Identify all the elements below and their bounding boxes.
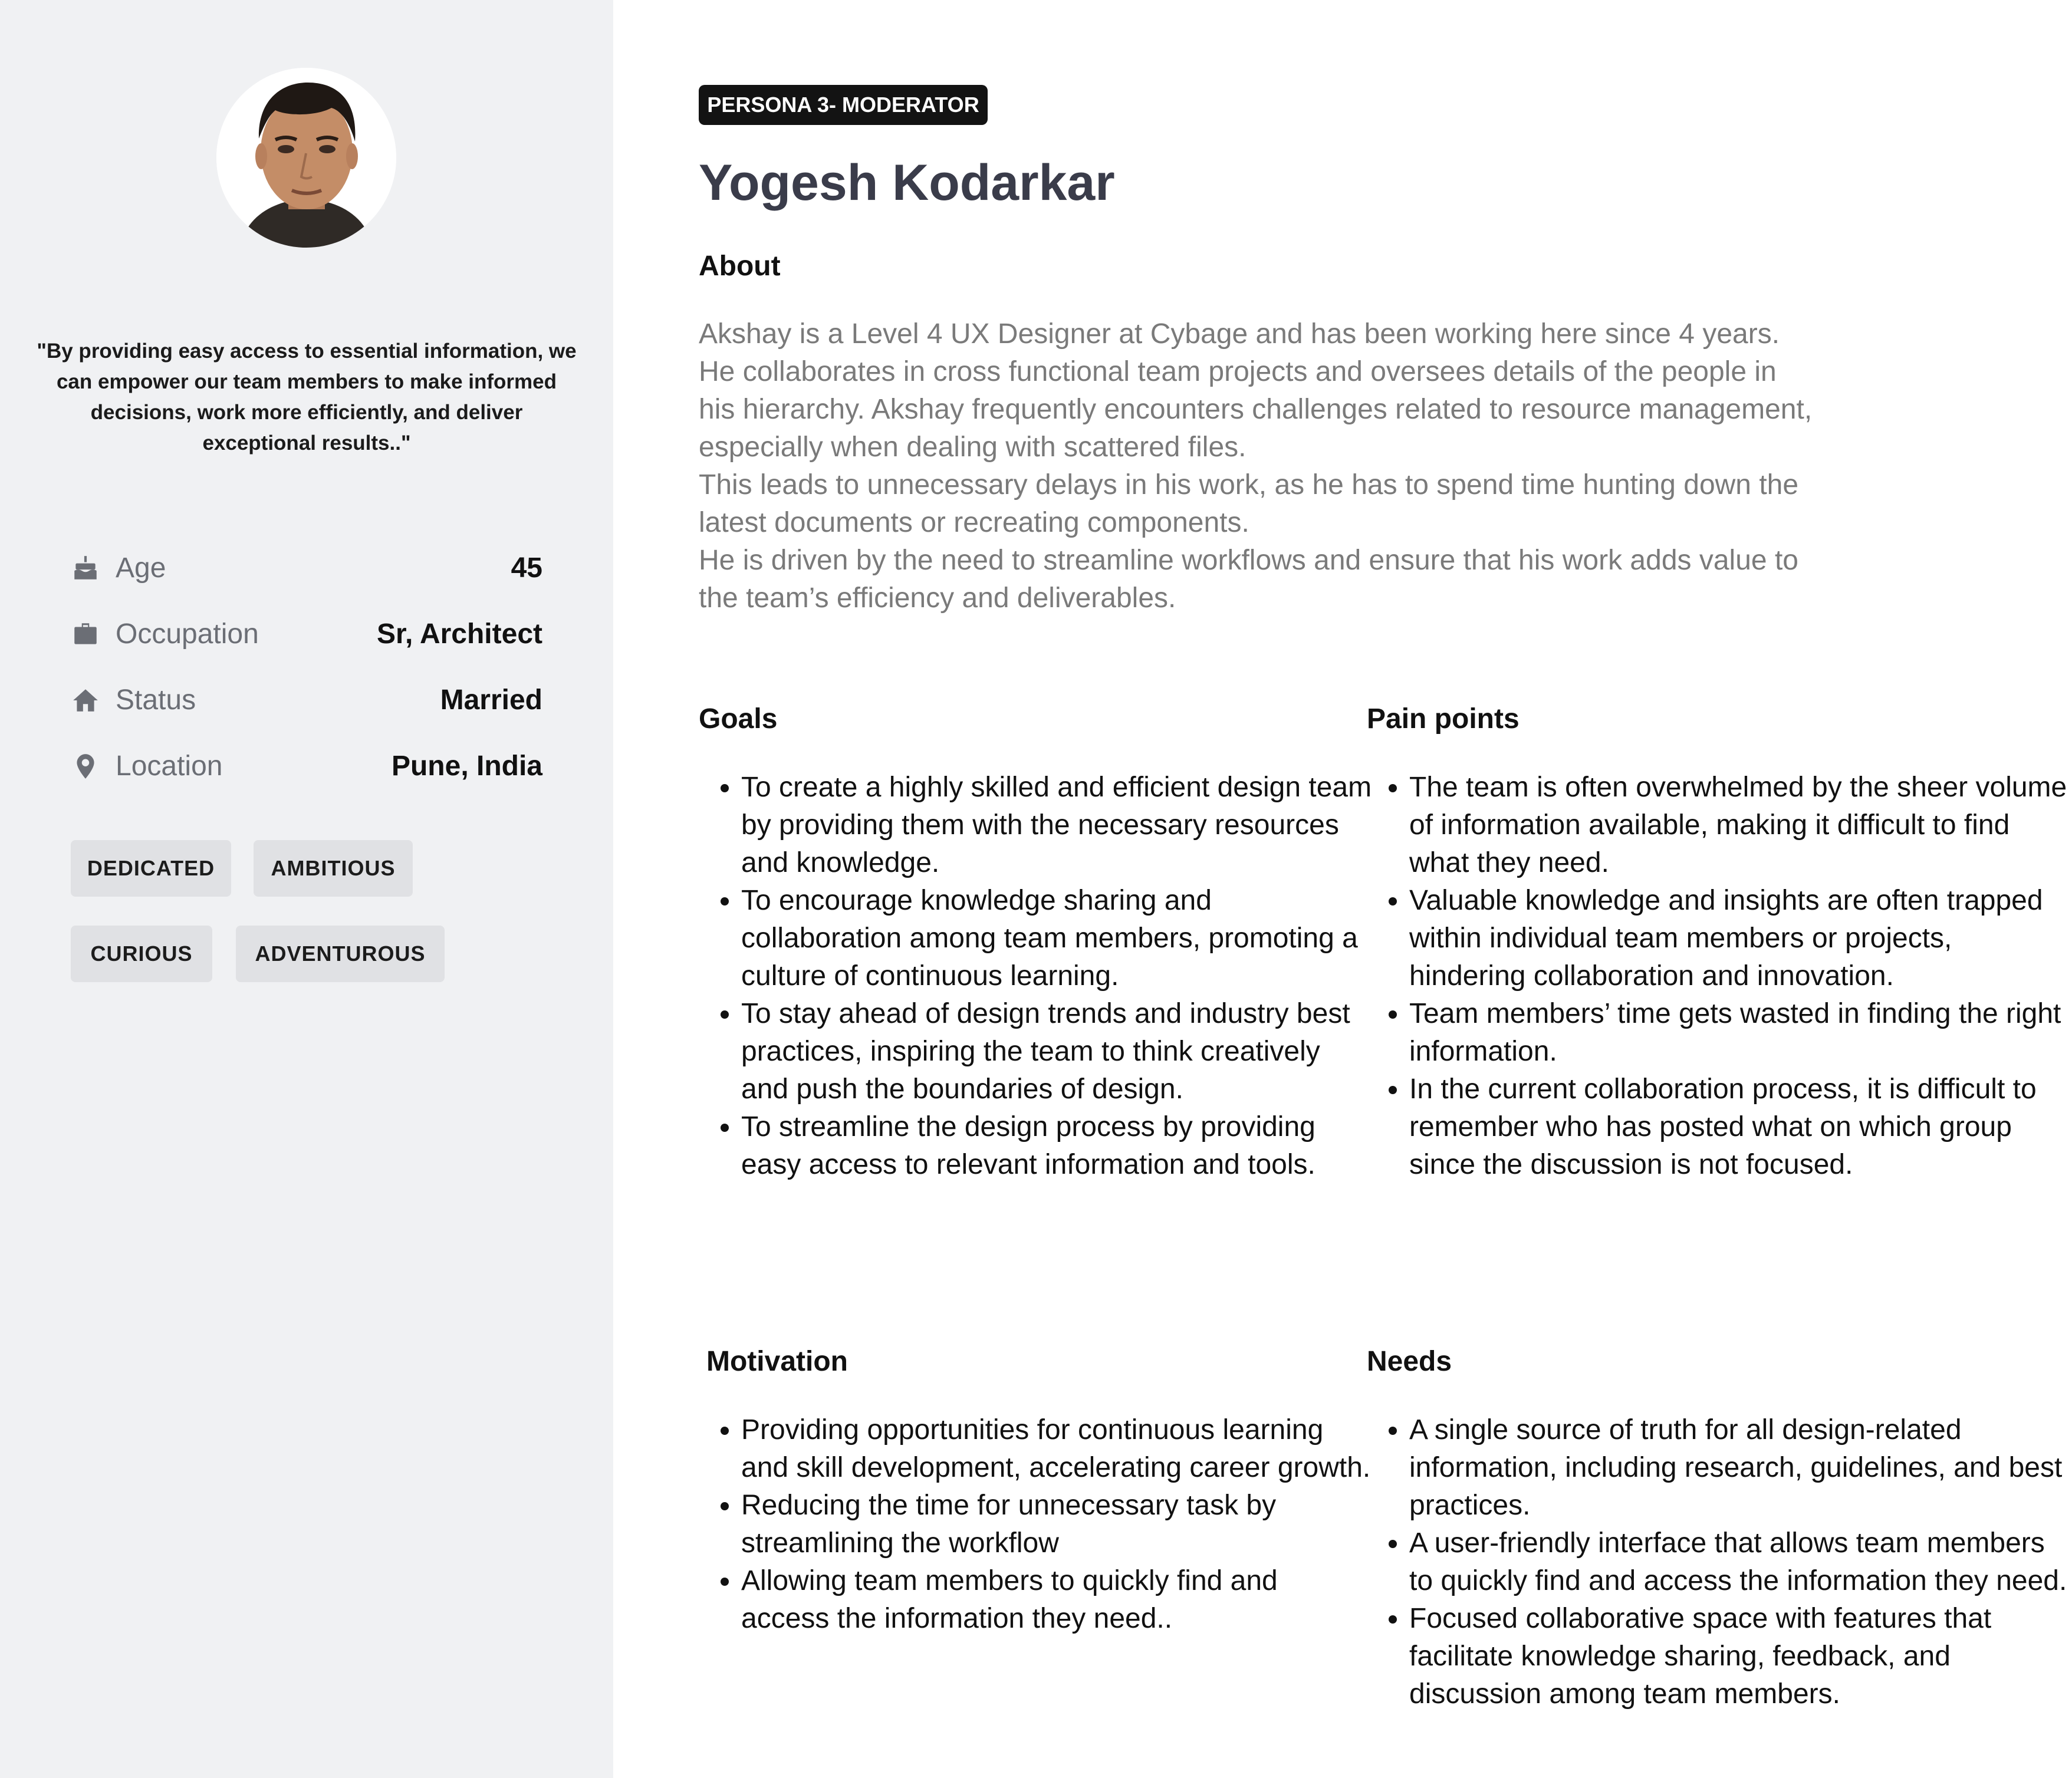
about-text [699, 315, 1819, 617]
age-value: 45 [511, 552, 542, 584]
list-item: • To streamline the design process by providing easy access to relevant information and tools. [741, 1108, 1372, 1184]
tag-curious: CURIOUS [71, 926, 212, 982]
motivation-list [699, 1411, 1372, 1638]
about-paragraph: This leads to unnecessary delays in his work, as he has to spend time hunting down the latest documents or recreating components. [699, 469, 1799, 538]
list-item: • A user-friendly interface that allows team members to quickly find and access the information they need. [1409, 1525, 2070, 1600]
cake-icon [71, 554, 100, 583]
list-item: • A single source of truth for all design-related information, including research, guidelines, and best practices. [1409, 1411, 2070, 1525]
list-item: • The team is often overwhelmed by the sheer volume of information available, making it difficult to find what they need. [1409, 769, 2070, 882]
location-pin-icon [71, 752, 100, 781]
status-value: Married [440, 684, 542, 716]
info-row-status [71, 677, 542, 719]
location-value: Pune, India [391, 750, 542, 782]
list-item: • To encourage knowledge sharing and collaboration among team members, promoting a culture of continuous learning. [741, 882, 1372, 995]
occupation-label: Occupation [116, 618, 259, 650]
persona-name: Yogesh Kodarkar [699, 154, 1115, 211]
goals-list [699, 769, 1372, 1184]
list-item: • Valuable knowledge and insights are often trapped within individual team members or projects, hindering collaboration and innovation. [1409, 882, 2070, 995]
pain-points-title: Pain points [1367, 703, 1520, 735]
status-label: Status [116, 684, 196, 716]
briefcase-icon [71, 620, 100, 649]
about-paragraph: He is driven by the need to streamline workflows and ensure that his work adds value to the team’s efficiency and deliverables. [699, 545, 1798, 614]
list-item: • Reducing the time for unnecessary task by streamlining the workflow [741, 1487, 1372, 1562]
motivation-title: Motivation [706, 1346, 848, 1377]
location-label: Location [116, 750, 223, 782]
age-label: Age [116, 552, 166, 584]
needs-title: Needs [1367, 1346, 1452, 1377]
about-paragraph: Akshay is a Level 4 UX Designer at Cybage and has been working here since 4 years. He collaborates in cross functional team projects and oversees details of the people in his hierarchy. Akshay frequently encounters challenges related to resource management, especially when dealing with scattered files. [699, 318, 1813, 463]
persona-quote: "By providing easy access to essential information, we can empower our team members to make informed decisions, work more efficiently, and deliver exceptional results.." [37, 340, 577, 455]
info-row-age [71, 545, 542, 587]
persona-badge: PERSONA 3- MODERATOR [699, 85, 988, 125]
pain-points-list [1367, 769, 2070, 1184]
avatar [216, 68, 396, 248]
occupation-value: Sr, Architect [377, 618, 542, 650]
list-item: • Allowing team members to quickly find and access the information they need.. [741, 1562, 1372, 1638]
home-icon [71, 686, 100, 715]
sidebar [0, 0, 613, 1778]
list-item: • Team members’ time gets wasted in finding the right information. [1409, 995, 2070, 1071]
tag-ambitious: AMBITIOUS [254, 840, 413, 897]
info-row-location [71, 743, 542, 785]
tag-dedicated: DEDICATED [71, 840, 231, 897]
goals-title: Goals [699, 703, 778, 735]
info-row-occupation [71, 611, 542, 653]
list-item: • Focused collaborative space with features that facilitate knowledge sharing, feedback, and discussion among team members. [1409, 1600, 2070, 1713]
about-title: About [699, 251, 781, 282]
tag-adventurous: ADVENTUROUS [236, 926, 445, 982]
list-item: • To create a highly skilled and efficient design team by providing them with the necessary resources and knowledge. [741, 769, 1372, 882]
list-item: • In the current collaboration process, it is difficult to remember who has posted what on which group since the discussion is not focused. [1409, 1071, 2070, 1184]
avatar-photo [216, 68, 396, 248]
needs-list [1367, 1411, 2070, 1713]
list-item: • To stay ahead of design trends and industry best practices, inspiring the team to think creatively and push the boundaries of design. [741, 995, 1372, 1108]
list-item: • Providing opportunities for continuous learning and skill development, accelerating career growth. [741, 1411, 1372, 1487]
